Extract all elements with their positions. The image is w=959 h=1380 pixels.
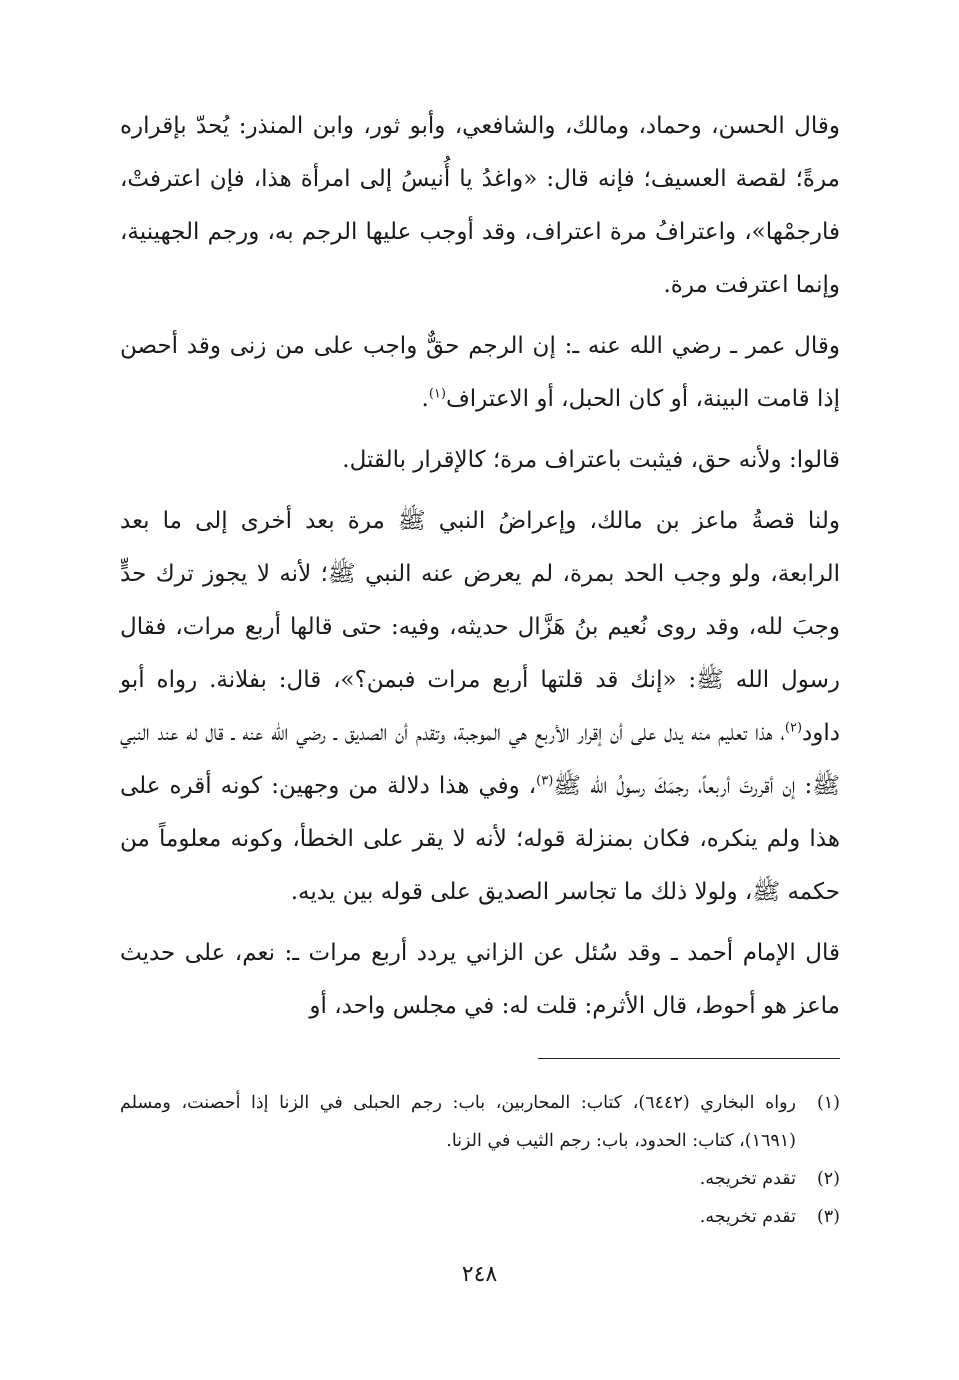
footnote-ref-1[interactable]: (١) bbox=[428, 386, 446, 402]
paragraph-4 bbox=[120, 495, 840, 919]
footnote-ref-3[interactable]: (٣) bbox=[536, 773, 554, 789]
paragraph-1: وقال الحسن، وحماد، ومالك، والشافعي، وأبو ثور، وابن المنذر: يُحدّ بإقراره مرةً؛ لقصة العسيف؛ فإنه قال: «واغدُ يا أُنيسُ إلى امرأة هذا، فإن اعترفتْ، فارجمْها»، واعترافُ مرة اعتراف، وقد أوجب عليها الرجم به، ورجم الجهينية، وإنما اعترفت مرة. bbox=[120, 113, 840, 298]
footnote-number: (١) bbox=[816, 1093, 840, 1113]
paragraph-2-text: وقال عمر ـ رضي الله عنه ـ: إن الرجم حقٌّ واجب على من زنى وقد أحصن إذا قامت البينة، أو كان الحبل، أو الاعتراف bbox=[120, 333, 840, 412]
paragraph-2 bbox=[120, 320, 840, 426]
footnote-number: (٣) bbox=[816, 1207, 840, 1227]
footnote-separator bbox=[538, 1058, 840, 1059]
footnote-text: رواه البخاري (٦٤٤٢)، كتاب: المحاربين، باب: رجم الحبلى في الزنا إذا أحصنت، ومسلم (١٦٩١)، كتاب: الحدود، باب: رجم الثيب في الزنا. bbox=[120, 1093, 797, 1151]
footnote-text: تقدم تخريجه. bbox=[699, 1207, 796, 1227]
footnote-number: (٢) bbox=[816, 1169, 840, 1189]
footnotes bbox=[120, 1084, 840, 1236]
footnote-item bbox=[120, 1160, 840, 1198]
page-number: ٢٤٨ bbox=[461, 1262, 498, 1287]
page-body bbox=[120, 100, 840, 1041]
footnote-item bbox=[120, 1084, 840, 1160]
footnote-text: تقدم تخريجه. bbox=[699, 1169, 796, 1189]
paragraph-4-part-2: ، هذا تعليم منه يدل على أن إقرار الأربع هي الموجبة، وتقدم أن الصديق ـ رضي الله عنه ـ قال له عند النبي ﷺ: إن أقررتَ أربعاً، رجمَكَ رسولُ الله ﷺ bbox=[120, 720, 840, 799]
footnote-ref-2[interactable]: (٢) bbox=[784, 720, 803, 736]
paragraph-5: قال الإمام أحمد ـ وقد سُئل عن الزاني يردد أربع مرات ـ: نعم، على حديث ماعز هو أحوط، قال الأثرم: قلت له: في مجلس واحد، أو bbox=[120, 940, 840, 1019]
paragraph-3: قالوا: ولأنه حق، فيثبت باعتراف مرة؛ كالإقرار بالقتل. bbox=[342, 447, 840, 473]
paragraph-4-part-1: ولنا قصةُ ماعز بن مالك، وإعراضُ النبي ﷺ مرة بعد أخرى إلى ما بعد الرابعة، ولو وجب الحد بمرة، لم يعرض عنه النبي ﷺ؛ لأنه لا يجوز ترك حدٍّ وجبَ لله، وقد روى نُعيم بنُ هَزَّال حديثه، وفيه: حتى قالها أربع مرات، فقال رسول الله ﷺ: «إنك قد قلتها أربع مرات فبمن؟»، قال: بفلانة. رواه أبو داود bbox=[120, 508, 840, 746]
paragraph-4-part-3: ، وفي هذا دلالة من وجهين: كونه أقره على هذا ولم ينكره، فكان بمنزلة قوله؛ لأنه لا يقر على الخطأ، وكونه معلوماً من حكمه ﷺ، ولولا ذلك ما تجاسر الصديق على قوله بين يديه. bbox=[120, 773, 840, 905]
paragraph-2-end: . bbox=[421, 386, 429, 412]
footnote-item bbox=[120, 1198, 840, 1236]
